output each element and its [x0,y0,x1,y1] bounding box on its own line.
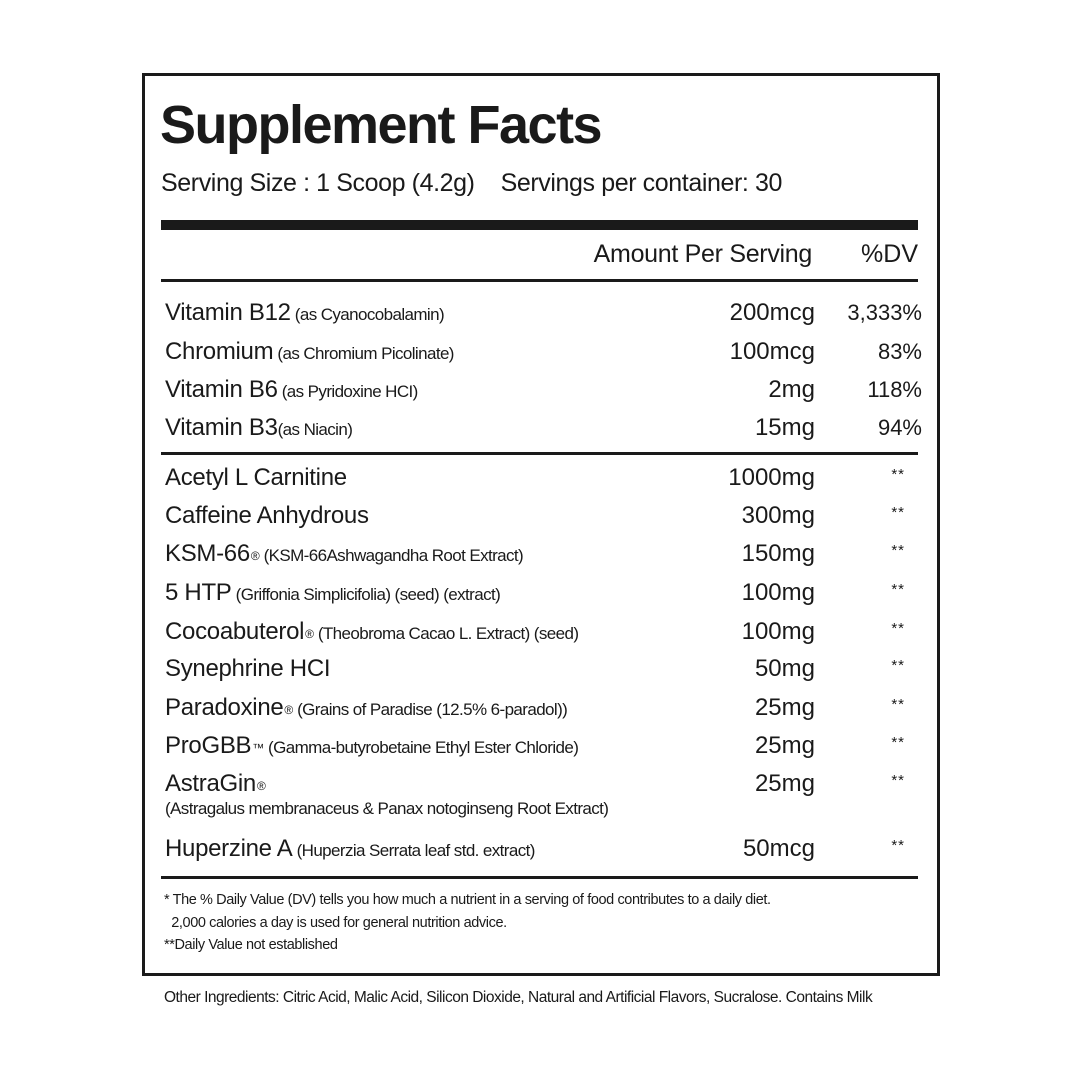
registered-mark: ® [305,627,314,641]
ingredient-dv: ** [891,466,905,483]
ingredient-row [165,499,925,537]
footnote-calories: 2,000 calories a day is used for general nutrition advice. [164,915,507,931]
footnote-not-established: **Daily Value not established [164,937,338,953]
nutrient-name: Chromium [165,338,274,365]
vitamin-row [165,296,925,334]
nutrient-name: Vitamin B6 [165,376,278,403]
ingredient-dv: ** [891,581,905,598]
ingredient-amount: 100mg [741,618,815,645]
header-divider [161,279,918,282]
vitamin-row [165,373,925,411]
nutrient-dv: 83% [877,339,922,364]
ingredient-row [165,729,925,767]
ingredient-dv: ** [891,772,905,789]
nutrient-amount: 15mg [754,414,815,441]
ingredient-name: KSM-66 [165,540,250,567]
ingredient-source: (Huperzia Serrata leaf std. extract) [292,841,535,860]
ingredient-amount: 25mg [754,732,815,759]
nutrient-dv: 118% [867,377,922,402]
ingredient-row [165,576,925,614]
nutrient-amount: 2mg [768,376,815,403]
ingredient-amount: 150mg [741,540,815,567]
ingredient-amount: 50mg [754,655,815,682]
section-divider [161,452,918,455]
ingredient-source: (Theobroma Cacao L. Extract) (seed) [313,624,579,643]
ingredient-name: AstraGin [165,770,256,797]
ingredient-name: Acetyl L Carnitine [165,464,347,491]
nutrient-source: (as Pyridoxine HCI) [277,382,418,401]
serving-info [161,166,782,200]
servings-per-container: Servings per container: 30 [500,169,783,197]
ingredient-amount: 25mg [754,770,815,797]
column-header-dv: %DV [861,240,918,268]
ingredient-amount: 1000mg [728,464,815,491]
ingredient-source: (Gamma-butyrobetaine Ethyl Ester Chloride) [263,738,579,757]
ingredient-dv: ** [891,696,905,713]
ingredient-amount: 50mcg [742,835,815,862]
nutrient-source: (as Niacin) [277,420,353,439]
ingredient-name: Cocoabuterol [165,618,305,645]
ingredient-row [165,691,925,729]
ingredient-source: (Griffonia Simplicifolia) (seed) (extract) [231,585,501,604]
serving-size: Serving Size : 1 Scoop (4.2g) [161,169,475,197]
ingredient-dv: ** [891,734,905,751]
ingredient-source: (Astragalus membranaceus & Panax notoginseng Root Extract) [165,799,609,818]
ingredient-name: 5 HTP [165,579,232,606]
ingredient-dv: ** [891,542,905,559]
ingredient-row [165,537,925,575]
nutrient-amount: 100mcg [729,338,815,365]
other-ingredients: Other Ingredients: Citric Acid, Malic Acid, Silicon Dioxide, Natural and Artificial Flavors, Sucralose. Contains Milk [164,989,873,1006]
nutrient-source: (as Chromium Picolinate) [273,344,454,363]
ingredient-row [165,767,925,827]
nutrient-dv: 3,333% [847,300,922,325]
column-header-amount: Amount Per Serving [593,240,812,268]
nutrient-amount: 200mcg [729,299,815,326]
thick-divider [161,220,918,230]
label-title: Supplement Facts [160,95,602,155]
ingredient-name: Huperzine A [165,835,293,862]
ingredient-name: ProGBB [165,732,252,759]
ingredient-source: (Grains of Paradise (12.5% 6-paradol)) [292,700,568,719]
nutrient-name: Vitamin B12 [165,299,291,326]
nutrient-name: Vitamin B3 [165,414,278,441]
ingredient-row [165,832,925,870]
registered-mark: ® [256,779,266,793]
footnote-dv-definition: * The % Daily Value (DV) tells you how much a nutrient in a serving of food contributes to a daily diet. [164,892,771,908]
ingredient-name: Synephrine HCI [165,655,331,682]
registered-mark: ® [284,703,293,717]
nutrient-dv: 94% [877,415,922,440]
vitamin-row [165,411,925,449]
registered-mark: ® [250,549,260,563]
footer-divider [161,876,918,879]
ingredient-name: Paradoxine [165,694,284,721]
ingredient-row [165,652,925,690]
ingredient-name: Caffeine Anhydrous [165,502,369,529]
ingredient-row [165,461,925,499]
trademark-mark: ™ [252,741,264,755]
ingredient-dv: ** [891,657,905,674]
ingredient-source: (KSM-66Ashwagandha Root Extract) [259,546,524,565]
nutrient-source: (as Cyanocobalamin) [290,305,445,324]
vitamin-row [165,335,925,373]
ingredient-amount: 25mg [754,694,815,721]
ingredient-dv: ** [891,837,905,854]
ingredient-amount: 300mg [741,502,815,529]
ingredient-dv: ** [891,620,905,637]
ingredient-dv: ** [891,504,905,521]
ingredient-amount: 100mg [741,579,815,606]
ingredient-row [165,615,925,653]
